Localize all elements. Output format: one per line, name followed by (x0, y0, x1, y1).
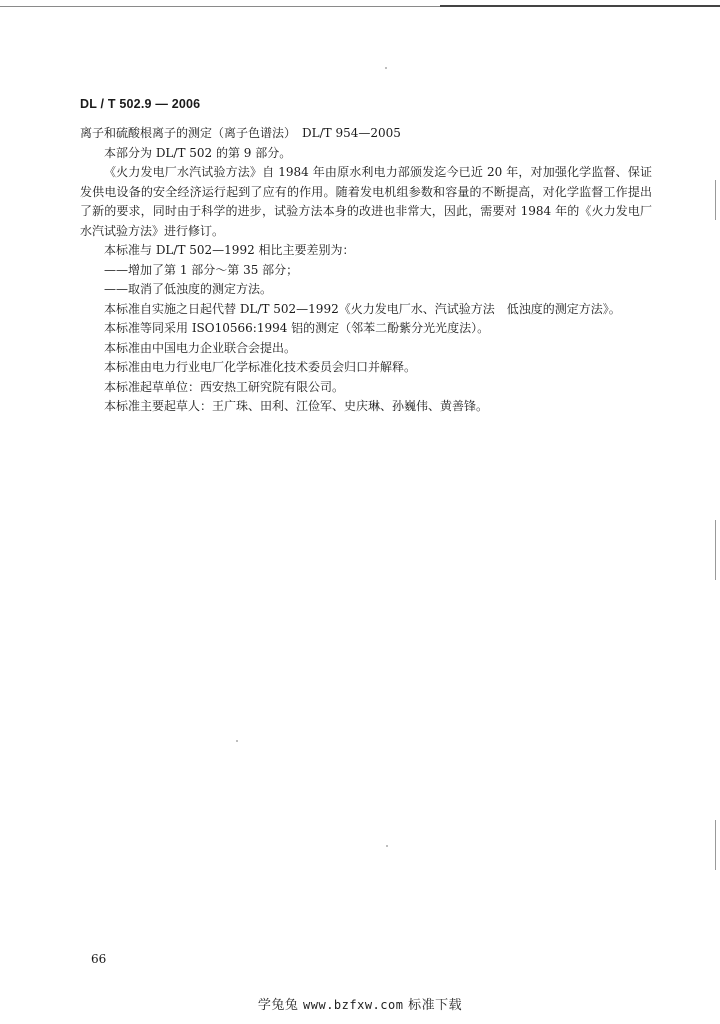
top-border-line-dark (440, 5, 720, 7)
watermark-url-link[interactable]: www.bzfxw.com (303, 998, 404, 1012)
body-line: 本标准由中国电力企业联合会提出。 (104, 340, 297, 355)
document-body (80, 124, 652, 417)
body-line: 本标准与 DL/T 502—1992 相比主要差别为： (104, 243, 355, 257)
watermark-suffix: 标准下载 (408, 998, 463, 1013)
body-line: 本标准由电力行业电厂化学标准化技术委员会归口并解释。 (104, 360, 417, 374)
scan-edge-mark (715, 820, 716, 870)
body-line: 本标准起草单位：西安热工研究院有限公司。 (104, 379, 345, 394)
body-line: 离子和硫酸根离子的测定（离子色谱法） DL/T 954—2005 (80, 126, 401, 140)
body-paragraph: 《火力发电厂水汽试验方法》自 1984 年由原水利电力部颁发迄今已近 20 年，对加强化学监督、保证发供电设备的安全经济运行起到了应有的作用。随着发电机组参数和容量的不断提高，对化学监督工作提出了新的要求，同时由于科学的进步，试验方法本身的改进也非常大，因此，需要对 1984 年的《火力发电厂水汽试验方法》进行修订。 (80, 165, 652, 238)
scan-speck (385, 67, 387, 69)
watermark-prefix: 学兔兔 (257, 998, 299, 1013)
list-item: ——增加了第 1 部分～第 35 部分； (104, 262, 299, 277)
scan-edge-mark (715, 180, 716, 220)
scan-speck (236, 740, 238, 742)
scan-edge-mark (715, 520, 716, 580)
body-line: 本标准主要起草人：王广珠、田利、江俭军、史庆琳、孙巍伟、黄善锋。 (104, 399, 489, 413)
page-number: 66 (91, 952, 107, 966)
standard-code-header: DL / T 502.9 — 2006 (80, 97, 201, 111)
body-line: 本标准自实施之日起代替 DL/T 502—1992《火力发电厂水、汽试验方法 低浊度的测定方法》。 (104, 301, 621, 316)
footer-watermark (0, 994, 720, 1013)
body-line: 本部分为 DL/T 502 的第 9 部分。 (104, 145, 292, 160)
body-line: 本标准等同采用 ISO10566:1994 铝的测定（邻苯二酚紫分光光度法）。 (104, 321, 490, 335)
list-item: ——取消了低浊度的测定方法。 (104, 282, 273, 296)
scan-speck (386, 845, 388, 847)
